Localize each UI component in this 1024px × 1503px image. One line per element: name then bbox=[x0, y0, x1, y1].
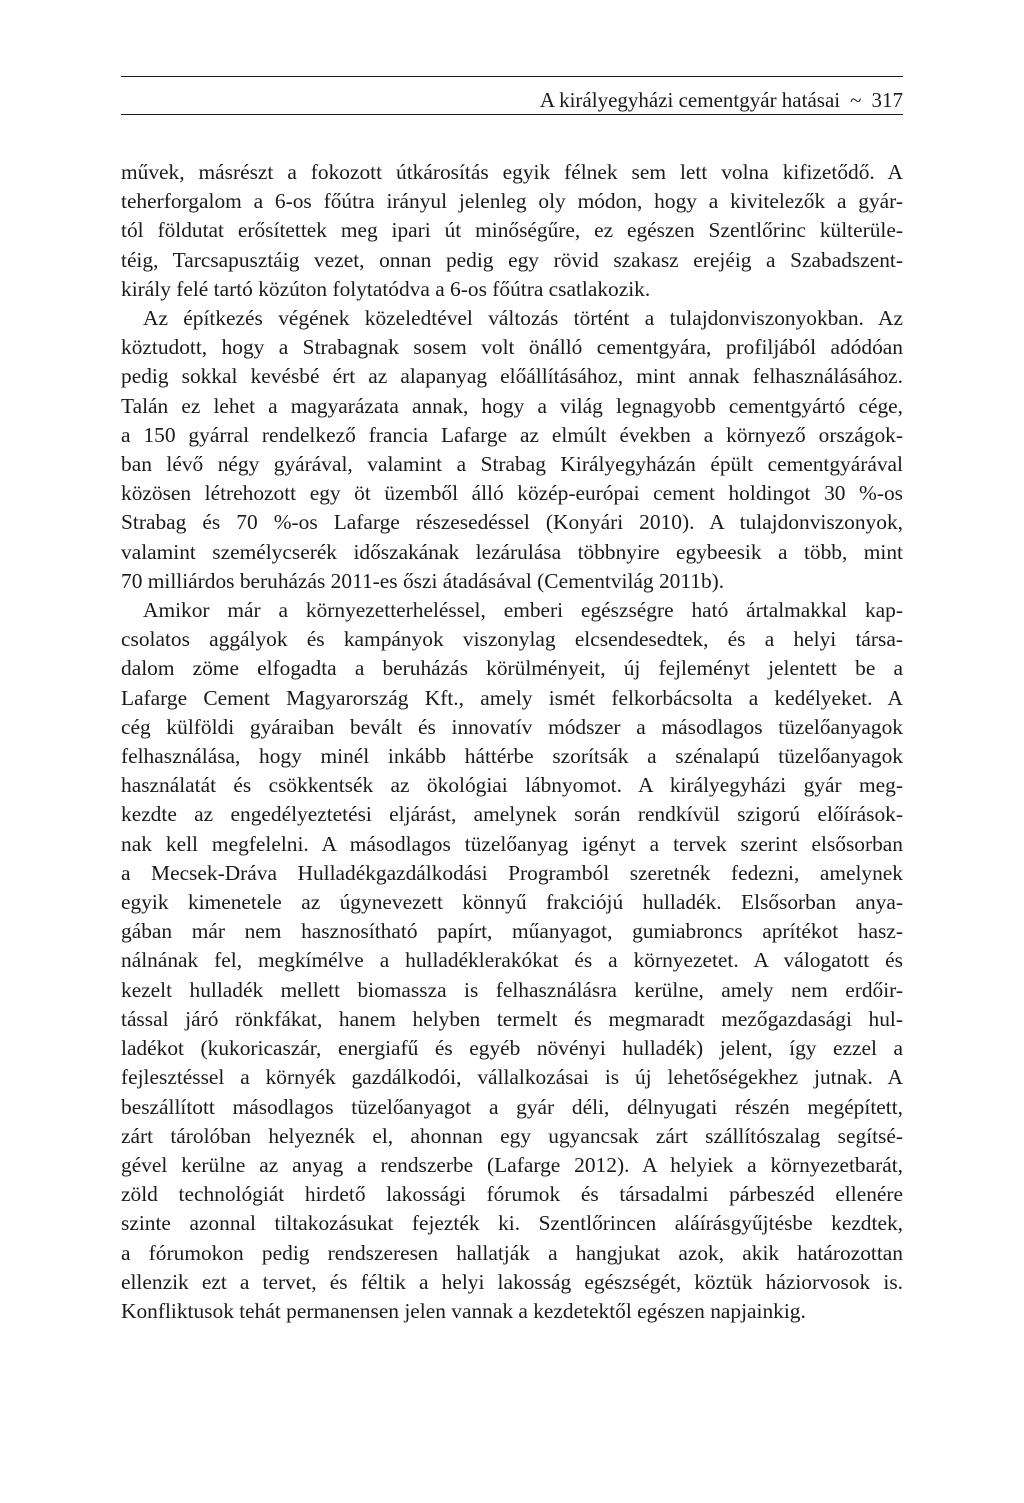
text-line: kezdte az engedélyeztetési eljárást, amelynek során rendkívül szigorú előírások- bbox=[121, 802, 903, 827]
paragraph bbox=[121, 596, 903, 1326]
book-page bbox=[121, 76, 903, 1326]
text-line: egyik kimenetele az úgynevezett könnyű frakciójú hulladék. Elsősorban anya- bbox=[121, 890, 903, 915]
text-line: cég külföldi gyáraiban bevált és innovatív módszer a másodlagos tüzelőanyagok bbox=[121, 714, 903, 739]
text-line: zárt tárolóban helyeznék el, ahonnan egy ugyancsak zárt szállítószalag segítsé- bbox=[121, 1123, 903, 1148]
text-line: használatát és csökkentsék az ökológiai lábnyomot. A királyegyházi gyár meg- bbox=[121, 773, 903, 798]
paragraph bbox=[121, 158, 903, 304]
text-line: csolatos aggályok és kampányok viszonylag elcsendesedtek, és a helyi társa- bbox=[121, 627, 903, 652]
running-header bbox=[121, 76, 903, 115]
paragraph bbox=[121, 304, 903, 596]
text-line: közösen létrehozott egy öt üzemből álló közép-európai cement holdingot 30 %-os bbox=[121, 481, 903, 506]
text-line: nálnának fel, megkímélve a hulladéklerakókat és a környezetet. A válogatott és bbox=[121, 948, 903, 973]
text-line: dalom zöme elfogadta a beruházás körülményeit, új fejleményt jelentett be a bbox=[121, 656, 903, 681]
text-line: kezelt hulladék mellett biomassza is felhasználásra kerülne, amely nem erdőir- bbox=[121, 977, 903, 1002]
header-title: A királyegyházi cementgyár hatásai bbox=[539, 88, 841, 112]
header-separator: ~ bbox=[850, 88, 862, 112]
text-line: király felé tartó közúton folytatódva a 6-os főútra csatlakozik. bbox=[121, 276, 651, 301]
body-text bbox=[121, 158, 903, 1326]
text-line: Lafarge Cement Magyarország Kft., amely ismét felkorbácsolta a kedélyeket. A bbox=[121, 685, 903, 710]
text-line: beszállított másodlagos tüzelőanyagot a gyár déli, délnyugati részén megépített, bbox=[121, 1094, 903, 1119]
text-line: fejlesztéssel a környék gazdálkodói, vállalkozásai is új lehetőségekhez jutnak. A bbox=[121, 1065, 903, 1090]
header-text bbox=[540, 88, 903, 112]
text-line: ellenzik ezt a tervet, és féltik a helyi lakosság egészségét, köztük háziorvosok is. bbox=[121, 1269, 903, 1294]
text-line: köztudott, hogy a Strabagnak sosem volt önálló cementgyára, profiljából adódóan bbox=[121, 335, 903, 360]
page-number: 317 bbox=[871, 88, 903, 112]
text-line: teherforgalom a 6-os főútra irányul jelenleg oly módon, hogy a kivitelezők a gyár- bbox=[121, 189, 903, 214]
text-line: téig, Tarcsapusztáig vezet, onnan pedig egy rövid szakasz erejéig a Szabadszent- bbox=[121, 247, 903, 272]
text-line: Az építkezés végének közeledtével változás történt a tulajdonviszonyokban. Az bbox=[143, 306, 903, 331]
text-line: 70 milliárdos beruházás 2011-es őszi átadásával (Cementvilág 2011b). bbox=[121, 568, 725, 593]
text-line: szinte azonnal tiltakozásukat fejezték ki. Szentlőrincen aláírásgyűjtésbe kezdtek, bbox=[121, 1211, 903, 1236]
text-line: gével kerülne az anyag a rendszerbe (Lafarge 2012). A helyiek a környezetbarát, bbox=[121, 1152, 903, 1177]
text-line: ban lévő négy gyárával, valamint a Strabag Királyegyházán épült cementgyárával bbox=[121, 452, 903, 477]
text-line: tással járó rönkfákat, hanem helyben termelt és megmaradt mezőgazdasági hul- bbox=[121, 1006, 903, 1031]
text-line: nak kell megfelelni. A másodlagos tüzelőanyag igényt a tervek szerint elsősorban bbox=[121, 831, 903, 856]
text-line: a Mecsek-Dráva Hulladékgazdálkodási Programból szeretnék fedezni, amelynek bbox=[121, 860, 903, 885]
text-line: művek, másrészt a fokozott útkárosítás egyik félnek sem lett volna kifizetődő. A bbox=[121, 160, 903, 184]
text-line: Amikor már a környezetterheléssel, emberi egészségre ható ártalmakkal kap- bbox=[143, 598, 903, 623]
text-line: Talán ez lehet a magyarázata annak, hogy a világ legnagyobb cementgyártó cége, bbox=[121, 393, 903, 418]
text-line: Konfliktusok tehát permanensen jelen vannak a kezdetektől egészen napjainkig. bbox=[121, 1298, 806, 1323]
text-line: gában már nem hasznosítható papírt, műanyagot, gumiabroncs aprítékot hasz- bbox=[121, 919, 903, 944]
text-line: a fórumokon pedig rendszeresen hallatják a hangjukat azok, akik határozottan bbox=[121, 1240, 903, 1265]
text-line: ladékot (kukoricaszár, energiafű és egyéb növényi hulladék) jelent, így ezzel a bbox=[121, 1036, 903, 1061]
text-line: zöld technológiát hirdető lakossági fórumok és társadalmi párbeszéd ellenére bbox=[121, 1182, 903, 1207]
text-line: felhasználása, hogy minél inkább háttérbe szorítsák a szénalapú tüzelőanyagok bbox=[121, 744, 903, 769]
text-line: pedig sokkal kevésbé ért az alapanyag előállításához, mint annak felhasználásához. bbox=[121, 364, 903, 389]
text-line: valamint személycserék időszakának lezárulása többnyire egybeesik a több, mint bbox=[121, 539, 903, 564]
text-line: a 150 gyárral rendelkező francia Lafarge az elmúlt években a környező országok- bbox=[121, 422, 903, 447]
text-line: Strabag és 70 %-os Lafarge részesedéssel (Konyári 2010). A tulajdonviszonyok, bbox=[121, 510, 903, 535]
text-line: tól földutat erősítettek meg ipari út minőségűre, ez egészen Szentlőrinc külterüle- bbox=[121, 218, 903, 243]
